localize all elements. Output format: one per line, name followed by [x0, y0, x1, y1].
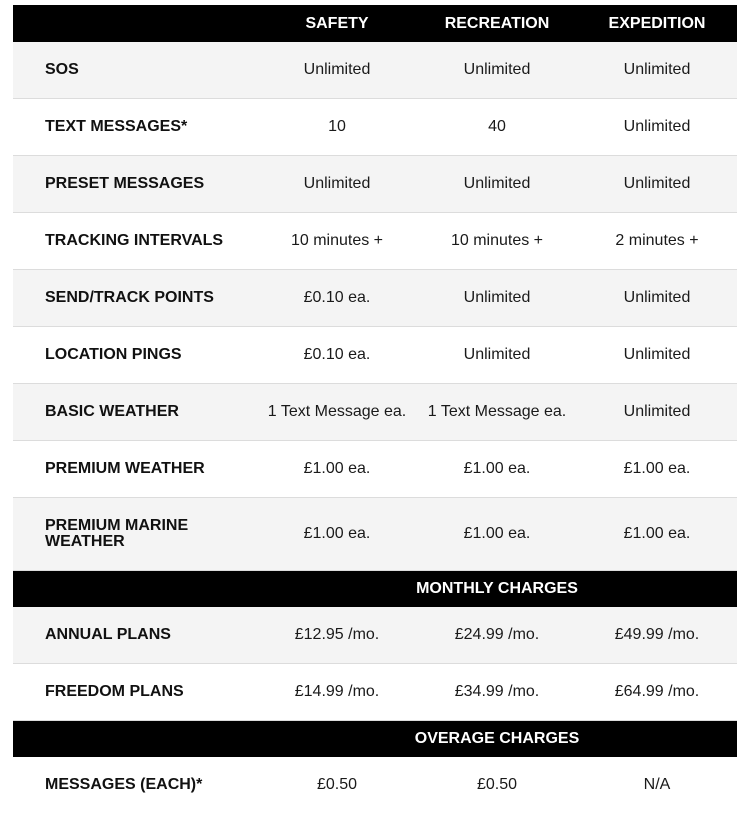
table-row-text-messages	[13, 99, 737, 156]
table-row-location-pings	[13, 327, 737, 384]
value-safety: 10 minutes +	[257, 213, 417, 270]
value-recreation: Unlimited	[417, 156, 577, 213]
value-recreation: £0.50	[417, 757, 577, 813]
value-recreation: £1.00 ea.	[417, 441, 577, 498]
feature-label: TRACKING INTERVALS	[13, 213, 257, 270]
value-expedition: £1.00 ea.	[577, 441, 737, 498]
value-recreation: Unlimited	[417, 327, 577, 384]
value-safety: £0.10 ea.	[257, 270, 417, 327]
value-safety: £1.00 ea.	[257, 498, 417, 571]
section-title-monthly-charges: MONTHLY CHARGES	[257, 571, 737, 608]
plan-comparison-table	[13, 5, 737, 813]
value-expedition: N/A	[577, 757, 737, 813]
value-safety: Unlimited	[257, 156, 417, 213]
table-row-premium-weather	[13, 441, 737, 498]
value-expedition: Unlimited	[577, 327, 737, 384]
feature-label: LOCATION PINGS	[13, 327, 257, 384]
value-recreation: 40	[417, 99, 577, 156]
table-row-sos	[13, 42, 737, 99]
value-expedition: £64.99 /mo.	[577, 664, 737, 721]
feature-label: PRESET MESSAGES	[13, 156, 257, 213]
table-row-tracking-intervals	[13, 213, 737, 270]
value-recreation: £34.99 /mo.	[417, 664, 577, 721]
value-recreation: £1.00 ea.	[417, 498, 577, 571]
value-safety: £0.50	[257, 757, 417, 813]
feature-label: SEND/TRACK POINTS	[13, 270, 257, 327]
header-blank	[13, 5, 257, 42]
value-recreation: Unlimited	[417, 270, 577, 327]
table-row-messages-each	[13, 757, 737, 813]
table-row-freedom-plans	[13, 664, 737, 721]
value-expedition: 2 minutes +	[577, 213, 737, 270]
table-row-basic-weather	[13, 384, 737, 441]
value-safety: £12.95 /mo.	[257, 607, 417, 664]
header-plan-recreation: RECREATION	[417, 5, 577, 42]
value-expedition: Unlimited	[577, 270, 737, 327]
section-header-overage-charges	[13, 721, 737, 758]
feature-label: PREMIUM WEATHER	[13, 441, 257, 498]
table-row-annual-plans	[13, 607, 737, 664]
value-safety: £1.00 ea.	[257, 441, 417, 498]
header-plan-safety: SAFETY	[257, 5, 417, 42]
value-expedition: £1.00 ea.	[577, 498, 737, 571]
feature-label: SOS	[13, 42, 257, 99]
value-expedition: Unlimited	[577, 156, 737, 213]
feature-label: TEXT MESSAGES*	[13, 99, 257, 156]
feature-label: PREMIUM MARINE WEATHER	[13, 498, 257, 571]
value-recreation: £24.99 /mo.	[417, 607, 577, 664]
value-safety: Unlimited	[257, 42, 417, 99]
value-expedition: £49.99 /mo.	[577, 607, 737, 664]
header-plan-expedition: EXPEDITION	[577, 5, 737, 42]
plan-comparison	[13, 5, 737, 813]
value-expedition: Unlimited	[577, 99, 737, 156]
feature-label: MESSAGES (EACH)*	[13, 757, 257, 813]
table-row-preset-messages	[13, 156, 737, 213]
value-safety: 1 Text Message ea.	[257, 384, 417, 441]
table-header-row	[13, 5, 737, 42]
value-safety: £0.10 ea.	[257, 327, 417, 384]
table-row-send-track-points	[13, 270, 737, 327]
feature-label: BASIC WEATHER	[13, 384, 257, 441]
section-spacer	[13, 571, 257, 608]
value-safety: 10	[257, 99, 417, 156]
section-header-monthly-charges	[13, 571, 737, 608]
feature-label: FREEDOM PLANS	[13, 664, 257, 721]
value-expedition: Unlimited	[577, 384, 737, 441]
feature-label: ANNUAL PLANS	[13, 607, 257, 664]
value-expedition: Unlimited	[577, 42, 737, 99]
section-spacer	[13, 721, 257, 758]
section-title-overage-charges: OVERAGE CHARGES	[257, 721, 737, 758]
value-recreation: 1 Text Message ea.	[417, 384, 577, 441]
value-recreation: Unlimited	[417, 42, 577, 99]
table-row-premium-marine-weather	[13, 498, 737, 571]
value-safety: £14.99 /mo.	[257, 664, 417, 721]
value-recreation: 10 minutes +	[417, 213, 577, 270]
